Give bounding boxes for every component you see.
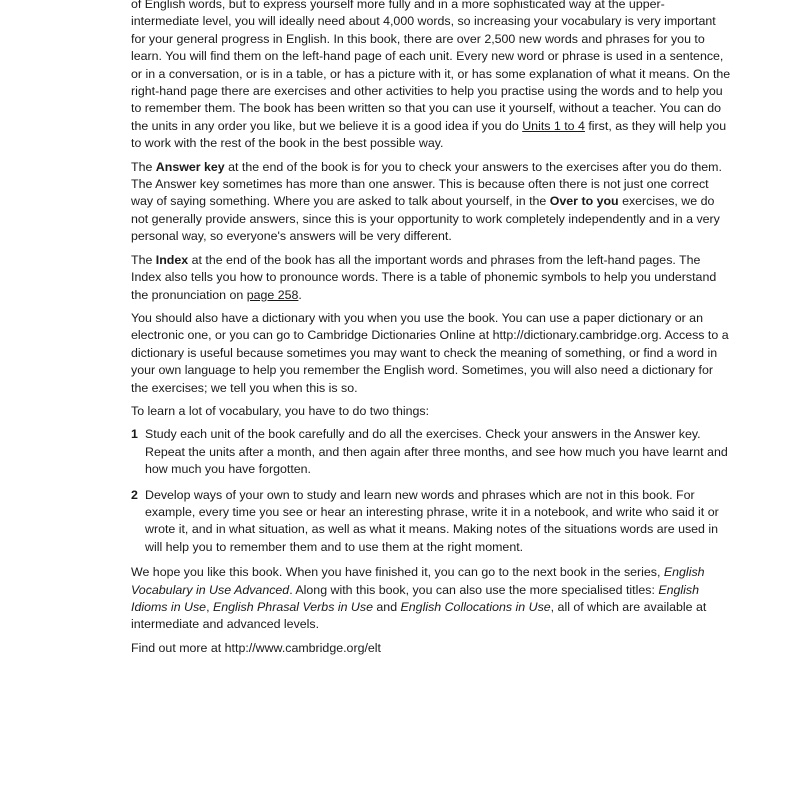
series-paragraph bbox=[131, 564, 731, 634]
series-text-5: , all of which are available at intermediate and advanced levels. bbox=[131, 600, 707, 632]
series-text-4: and bbox=[372, 600, 401, 614]
series-text-3: , bbox=[206, 600, 213, 614]
index-pre: The bbox=[131, 252, 156, 267]
list-item bbox=[131, 426, 731, 478]
series-title-phrasal-verbs: English Phrasal Verbs in Use bbox=[212, 600, 373, 614]
step-number: 1 bbox=[131, 427, 138, 442]
list-item bbox=[131, 487, 731, 557]
index-post: . bbox=[298, 287, 302, 302]
answer-key-paragraph bbox=[131, 159, 731, 246]
intro-text-after: first, as they will help you to work with the rest of the book in the best possible way. bbox=[131, 118, 727, 151]
step-text: Develop ways of your own to study and learn new words and phrases which are not in this book. For example, every time you see or hear an interesting phrase, write it in a notebook, and write who said it or wrote it, and in what situation, as well as what it means. Making notes of the situations words are used in will help you to remember them and to use them at the right moment. bbox=[145, 487, 719, 554]
series-text-1: We hope you like this book. When you have finished it, you can go to the next book in the series, bbox=[131, 565, 664, 580]
step-number: 2 bbox=[131, 487, 138, 502]
dictionary-text: You should also have a dictionary with you when you use the book. You can use a paper dictionary or an electronic one, or you can go to Cambridge Dictionaries Online at http://dictionary.cambridge.org. Access to a dictionary is useful because sometimes you may want to check the meaning of something, or find a word in your own language to help you remember the English word. Sometimes, you will also need a dictionary for the exercises; we tell you when this is so. bbox=[131, 310, 729, 395]
answer-key-term: Answer key bbox=[155, 159, 225, 174]
intro-text: of English words, but to express yourself more fully and in a more sophisticated way at the upper-intermediate level, you will ideally need about 4,000 words, so increasing your vocabulary is very important for your general progress in English. In this book, there are over 2,500 new words and phrases for you to learn. You will find them on the left-hand page of each unit. Every new word or phrase is used in a sentence, or in a conversation, or is in a table, or has a picture with it, or has some explanation of what it means. On the right-hand page there are exercises and other activities to help you practise using the words and to help you to remember them. The book has been written so that you can use it yourself, without a teacher. You can do the units in any order you like, but we believe it is a good idea if you do bbox=[131, 0, 731, 133]
intro-paragraph bbox=[131, 0, 731, 153]
step-text: Study each unit of the book carefully and do all the exercises. Check your answers in the Answer key. Repeat the units after a month, and then again after three months, and see how much you have learnt and how much you have forgotten. bbox=[145, 427, 728, 477]
find-out-paragraph bbox=[131, 640, 731, 657]
steps-list bbox=[131, 426, 731, 556]
series-text-2: . Along with this book, you can also use the more specialised titles: bbox=[289, 582, 659, 597]
page-258-link[interactable]: page 258 bbox=[246, 287, 299, 302]
over-to-you-term: Over to you bbox=[549, 194, 619, 209]
document-page bbox=[131, 0, 731, 663]
two-things-text: To learn a lot of vocabulary, you have to do two things: bbox=[131, 403, 430, 418]
index-term: Index bbox=[155, 252, 189, 267]
series-title-idioms: English Idioms in Use bbox=[131, 582, 699, 614]
index-mid: at the end of the book has all the important words and phrases from the left-hand pages. The Index also tells you how to pronounce words. There is a table of phonemic symbols to help you understand the pronunciation on bbox=[131, 252, 717, 302]
dictionary-paragraph bbox=[131, 310, 731, 397]
index-paragraph bbox=[131, 252, 731, 304]
answer-key-post: exercises, we do not generally provide answers, since this is your opportunity to work completely independently and in a very personal way, so everyone's answers will be very different. bbox=[131, 194, 720, 244]
units-link[interactable]: Units 1 to 4 bbox=[522, 118, 585, 133]
two-things-paragraph bbox=[131, 403, 731, 420]
answer-key-pre: The bbox=[131, 159, 156, 174]
answer-key-mid: at the end of the book is for you to check your answers to the exercises after you do them. The Answer key sometimes has more than one answer. This is because often there is not just one correct way of saying something. Where you are asked to talk about yourself, in the bbox=[131, 159, 722, 209]
series-title-advanced: English Vocabulary in Use Advanced bbox=[131, 565, 705, 597]
find-out-text: Find out more at http://www.cambridge.org/elt bbox=[131, 640, 381, 655]
series-title-collocations: English Collocations in Use bbox=[400, 600, 551, 614]
